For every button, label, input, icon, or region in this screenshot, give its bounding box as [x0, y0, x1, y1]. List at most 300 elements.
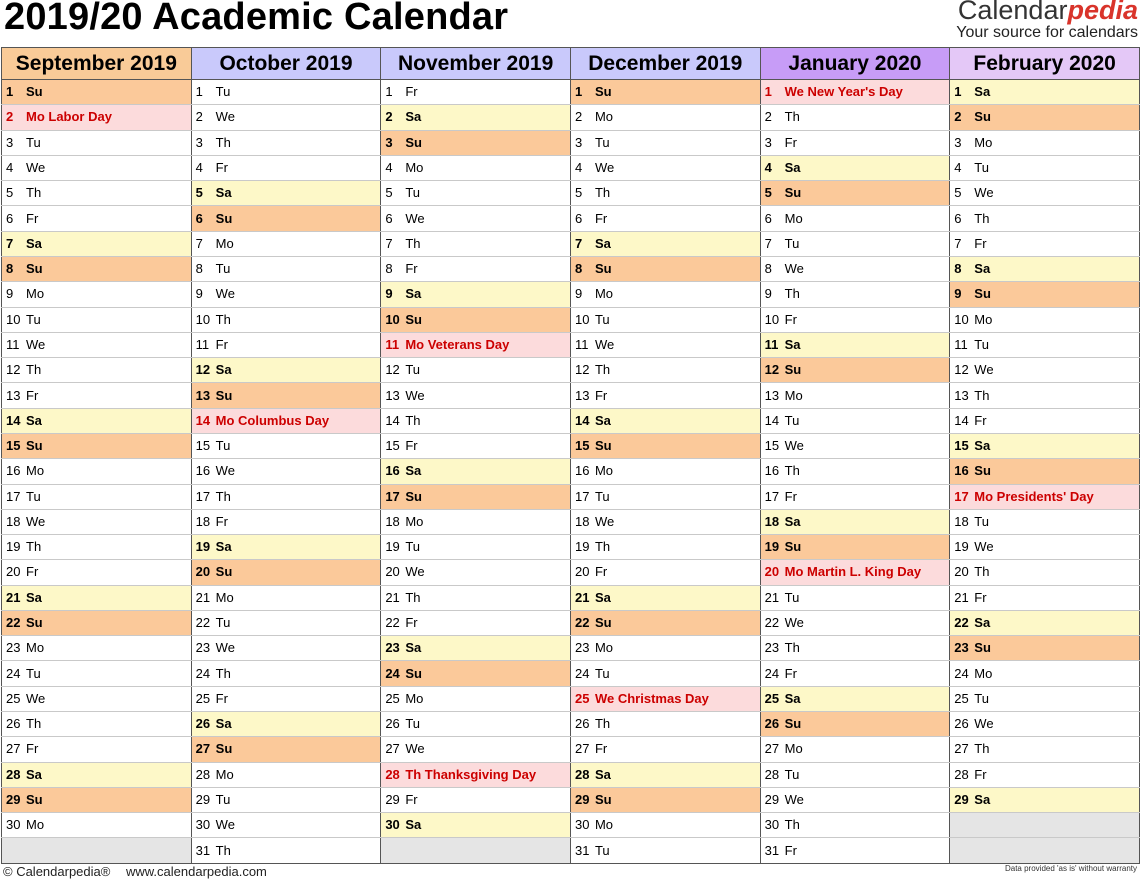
day-cell-january [760, 484, 950, 509]
weekday-label: We [974, 716, 994, 732]
day-number: 26 [195, 716, 211, 732]
weekday-label: Tu [594, 311, 610, 327]
day-number: 23 [954, 640, 969, 656]
day-cell-january [760, 636, 950, 661]
day-cell-february [950, 408, 1140, 433]
weekday-label: Fr [784, 488, 797, 504]
weekday-label: Fr [26, 210, 39, 226]
weekday-label: Th [26, 185, 42, 201]
day-number: 1 [6, 84, 14, 100]
day-cell-january [760, 433, 950, 458]
holiday-label: We Christmas Day [594, 690, 709, 706]
weekday-label: We [26, 690, 46, 706]
weekday-label: Fr [405, 261, 418, 277]
weekday-label: Tu [405, 362, 421, 378]
weekday-label: Mo [784, 387, 803, 403]
day-cell-september [2, 712, 192, 737]
weekday-label: Tu [26, 488, 41, 504]
day-cell-december [570, 560, 760, 585]
empty-day-cell [381, 838, 571, 863]
day-number: 17 [954, 488, 969, 504]
footer-left [3, 864, 267, 879]
day-row [2, 712, 1140, 737]
day-number: 24 [764, 665, 780, 681]
day-number: 2 [574, 109, 583, 125]
day-cell-october [191, 155, 381, 180]
weekday-label: Fr [215, 513, 228, 529]
weekday-label: Fr [974, 235, 987, 251]
day-cell-november [381, 686, 571, 711]
day-number: 28 [195, 766, 211, 782]
day-number: 30 [385, 817, 400, 833]
day-number: 7 [954, 235, 962, 251]
day-number: 11 [574, 336, 589, 352]
day-number: 24 [574, 665, 590, 681]
day-number: 4 [574, 159, 583, 175]
day-number: 4 [954, 159, 962, 175]
weekday-label: Mo [215, 235, 234, 251]
day-row [2, 408, 1140, 433]
day-number: 6 [574, 210, 583, 226]
day-cell-january [760, 610, 950, 635]
day-number: 16 [195, 463, 211, 479]
weekday-label: Su [594, 438, 612, 454]
day-number: 13 [385, 387, 400, 403]
weekday-label: We [594, 336, 615, 352]
day-row [2, 130, 1140, 155]
day-cell-january [760, 181, 950, 206]
weekday-label: Sa [784, 336, 801, 352]
day-number: 25 [764, 690, 780, 706]
day-row [2, 484, 1140, 509]
weekday-label: Th [215, 665, 231, 681]
weekday-label: Sa [405, 817, 422, 833]
day-cell-december [570, 256, 760, 281]
day-number: 29 [764, 792, 780, 808]
day-number: 22 [574, 615, 590, 631]
weekday-label: Th [26, 716, 42, 732]
day-number: 12 [574, 362, 590, 378]
day-number: 26 [574, 716, 590, 732]
weekday-label: Su [26, 261, 43, 277]
weekday-label: Su [26, 615, 43, 631]
day-cell-november [381, 408, 571, 433]
brand-tagline: Your source for calendars [956, 24, 1138, 41]
day-cell-january [760, 560, 950, 585]
weekday-label: Fr [26, 387, 39, 403]
weekday-label: Tu [974, 336, 989, 352]
day-cell-january [760, 585, 950, 610]
day-cell-november [381, 80, 571, 105]
day-cell-september [2, 282, 192, 307]
day-cell-september [2, 256, 192, 281]
day-cell-november [381, 484, 571, 509]
day-cell-january [760, 535, 950, 560]
day-number: 20 [6, 564, 21, 580]
weekday-label: Th [974, 210, 990, 226]
day-cell-december [570, 332, 760, 357]
day-number: 2 [764, 109, 772, 125]
weekday-label: Su [405, 488, 422, 504]
day-cell-january [760, 282, 950, 307]
day-number: 24 [385, 665, 400, 681]
day-cell-january [760, 509, 950, 534]
weekday-label: Su [974, 640, 991, 656]
day-number: 14 [6, 412, 21, 428]
weekday-label: Sa [594, 412, 611, 428]
day-number: 3 [574, 134, 583, 150]
day-cell-october [191, 636, 381, 661]
day-cell-january [760, 762, 950, 787]
day-number: 10 [385, 311, 400, 327]
day-cell-february [950, 383, 1140, 408]
day-number: 18 [195, 513, 211, 529]
day-row [2, 155, 1140, 180]
day-number: 8 [764, 261, 772, 277]
weekday-label: Tu [594, 842, 610, 858]
day-cell-february [950, 332, 1140, 357]
day-cell-october [191, 105, 381, 130]
weekday-label: Mo [26, 640, 45, 656]
day-cell-october [191, 535, 381, 560]
weekday-label: Su [215, 741, 233, 757]
day-cell-october [191, 181, 381, 206]
weekday-label: Th [784, 109, 800, 125]
holiday-label: Mo Veterans Day [405, 336, 510, 352]
weekday-label: Sa [405, 286, 422, 302]
weekday-label: Su [974, 286, 991, 302]
day-cell-october [191, 433, 381, 458]
weekday-label: Sa [405, 463, 422, 479]
day-cell-november [381, 105, 571, 130]
day-number: 26 [764, 716, 780, 732]
day-number: 3 [954, 134, 962, 150]
day-cell-january [760, 787, 950, 812]
day-number: 27 [574, 741, 590, 757]
holiday-label: Th Thanksgiving Day [405, 766, 537, 782]
weekday-label: Tu [26, 665, 41, 681]
brand-logo[interactable] [956, 0, 1138, 41]
day-number: 30 [764, 817, 780, 833]
day-cell-november [381, 787, 571, 812]
weekday-label: Mo [215, 589, 234, 605]
day-number: 6 [195, 210, 203, 226]
day-cell-october [191, 762, 381, 787]
weekday-label: We [784, 615, 804, 631]
day-cell-february [950, 307, 1140, 332]
weekday-label: Su [26, 792, 43, 808]
day-number: 15 [195, 438, 211, 454]
day-cell-november [381, 535, 571, 560]
day-number: 12 [954, 362, 969, 378]
day-number: 9 [764, 286, 772, 302]
weekday-label: We [784, 438, 804, 454]
empty-day-cell [950, 838, 1140, 863]
day-cell-december [570, 787, 760, 812]
footer-url[interactable]: www.calendarpedia.com [125, 864, 267, 879]
day-number: 4 [195, 159, 203, 175]
weekday-label: Th [405, 589, 421, 605]
day-cell-september [2, 383, 192, 408]
day-number: 16 [385, 463, 400, 479]
day-number: 23 [385, 640, 400, 656]
day-cell-december [570, 459, 760, 484]
weekday-label: Sa [215, 716, 232, 732]
day-cell-february [950, 762, 1140, 787]
day-number: 22 [195, 615, 211, 631]
day-cell-december [570, 433, 760, 458]
day-number: 10 [195, 311, 211, 327]
month-header-september: September 2019 [2, 48, 192, 80]
day-number: 15 [764, 438, 780, 454]
weekday-label: Mo [784, 210, 803, 226]
weekday-label: Tu [974, 159, 989, 175]
day-cell-september [2, 535, 192, 560]
day-row [2, 560, 1140, 585]
weekday-label: Tu [215, 438, 231, 454]
day-number: 7 [195, 235, 203, 251]
weekday-label: Su [974, 109, 991, 125]
day-cell-december [570, 661, 760, 686]
day-number: 13 [195, 387, 211, 403]
day-row [2, 105, 1140, 130]
day-cell-november [381, 610, 571, 635]
weekday-label: Sa [26, 589, 42, 605]
day-number: 1 [574, 84, 583, 100]
day-cell-october [191, 712, 381, 737]
day-number: 24 [6, 665, 21, 681]
weekday-label: Fr [784, 665, 797, 681]
day-number: 17 [764, 488, 780, 504]
weekday-label: We [26, 513, 46, 529]
day-number: 29 [195, 792, 211, 808]
day-number: 2 [954, 109, 962, 125]
weekday-label: Tu [405, 185, 421, 201]
day-number: 9 [954, 286, 962, 302]
day-number: 3 [385, 134, 393, 150]
day-number: 31 [195, 842, 211, 858]
weekday-label: We [784, 792, 804, 808]
weekday-label: Fr [974, 589, 987, 605]
weekday-label: Fr [594, 564, 608, 580]
holiday-label: Mo Columbus Day [215, 412, 330, 428]
day-number: 15 [574, 438, 590, 454]
day-row [2, 838, 1140, 863]
day-row [2, 661, 1140, 686]
weekday-label: Mo [405, 513, 424, 529]
day-cell-february [950, 787, 1140, 812]
day-cell-october [191, 686, 381, 711]
day-number: 14 [195, 412, 211, 428]
day-number: 22 [764, 615, 780, 631]
holiday-label: Mo Presidents' Day [974, 488, 1094, 504]
day-cell-december [570, 155, 760, 180]
day-number: 2 [6, 109, 14, 125]
day-cell-december [570, 509, 760, 534]
day-cell-october [191, 80, 381, 105]
day-cell-september [2, 105, 192, 130]
day-cell-december [570, 105, 760, 130]
day-number: 29 [6, 792, 21, 808]
day-cell-september [2, 80, 192, 105]
weekday-label: We [594, 159, 615, 175]
day-number: 23 [764, 640, 780, 656]
day-number: 10 [954, 311, 969, 327]
weekday-label: Tu [215, 261, 231, 277]
weekday-label: We [405, 741, 425, 757]
day-number: 20 [574, 564, 590, 580]
day-number: 7 [385, 235, 393, 251]
day-number: 18 [954, 513, 969, 529]
day-number: 1 [764, 84, 772, 100]
day-cell-september [2, 661, 192, 686]
day-number: 20 [195, 564, 211, 580]
day-number: 8 [954, 261, 962, 277]
day-cell-september [2, 155, 192, 180]
day-number: 28 [6, 766, 21, 782]
day-number: 18 [385, 513, 400, 529]
weekday-label: We [215, 817, 235, 833]
calendar-grid [1, 47, 1140, 864]
day-number: 25 [954, 690, 969, 706]
weekday-label: Fr [215, 690, 228, 706]
day-cell-october [191, 737, 381, 762]
day-number: 4 [385, 159, 393, 175]
day-number: 1 [195, 84, 203, 100]
day-number: 28 [385, 766, 400, 782]
day-number: 31 [574, 842, 590, 858]
day-cell-february [950, 358, 1140, 383]
day-row [2, 636, 1140, 661]
day-number: 22 [385, 615, 400, 631]
day-cell-february [950, 560, 1140, 585]
weekday-label: Su [26, 438, 43, 454]
weekday-label: Tu [405, 539, 421, 555]
day-cell-october [191, 383, 381, 408]
day-cell-january [760, 661, 950, 686]
day-cell-september [2, 332, 192, 357]
day-number: 23 [195, 640, 211, 656]
day-cell-december [570, 282, 760, 307]
day-cell-november [381, 712, 571, 737]
day-number: 12 [195, 362, 211, 378]
day-number: 3 [195, 134, 203, 150]
day-number: 7 [764, 235, 772, 251]
day-cell-october [191, 358, 381, 383]
day-number: 22 [954, 615, 969, 631]
day-number: 10 [574, 311, 590, 327]
day-number: 15 [6, 438, 21, 454]
day-row [2, 585, 1140, 610]
day-number: 19 [195, 539, 211, 555]
day-cell-october [191, 206, 381, 231]
weekday-label: Tu [784, 766, 800, 782]
weekday-label: We [215, 286, 235, 302]
day-number: 14 [574, 412, 590, 428]
weekday-label: Su [784, 362, 802, 378]
day-cell-september [2, 484, 192, 509]
day-cell-october [191, 585, 381, 610]
day-cell-january [760, 105, 950, 130]
day-cell-november [381, 762, 571, 787]
day-number: 16 [574, 463, 590, 479]
holiday-label: Mo Labor Day [26, 109, 112, 125]
day-cell-september [2, 636, 192, 661]
day-number: 11 [764, 336, 779, 352]
day-cell-november [381, 206, 571, 231]
weekday-label: We [405, 387, 425, 403]
day-number: 13 [574, 387, 590, 403]
weekday-label: Fr [215, 159, 228, 175]
day-cell-october [191, 484, 381, 509]
weekday-label: Th [974, 741, 990, 757]
weekday-label: Tu [974, 690, 989, 706]
day-number: 9 [195, 286, 203, 302]
day-number: 5 [195, 185, 203, 201]
day-cell-october [191, 332, 381, 357]
day-cell-february [950, 155, 1140, 180]
day-number: 4 [6, 159, 14, 175]
weekday-label: Sa [974, 438, 991, 454]
day-cell-december [570, 838, 760, 863]
weekday-label: Tu [26, 134, 41, 150]
weekday-label: Su [215, 564, 233, 580]
day-cell-october [191, 459, 381, 484]
weekday-label: Mo [594, 463, 614, 479]
day-cell-february [950, 737, 1140, 762]
day-cell-november [381, 509, 571, 534]
day-number: 17 [195, 488, 211, 504]
day-cell-february [950, 105, 1140, 130]
weekday-label: Th [26, 539, 42, 555]
day-number: 23 [6, 640, 21, 656]
day-cell-february [950, 256, 1140, 281]
weekday-label: Su [594, 615, 612, 631]
weekday-label: Sa [26, 412, 42, 428]
weekday-label: Tu [26, 311, 41, 327]
weekday-label: Su [405, 311, 422, 327]
day-cell-october [191, 408, 381, 433]
day-cell-february [950, 661, 1140, 686]
day-number: 16 [6, 463, 21, 479]
weekday-label: Sa [215, 362, 232, 378]
day-cell-january [760, 408, 950, 433]
day-cell-september [2, 585, 192, 610]
weekday-label: Fr [784, 842, 797, 858]
day-number: 16 [954, 463, 969, 479]
day-cell-january [760, 358, 950, 383]
day-number: 14 [385, 412, 400, 428]
weekday-label: We [974, 362, 994, 378]
weekday-label: Su [405, 134, 422, 150]
day-number: 8 [6, 261, 14, 277]
day-cell-october [191, 282, 381, 307]
day-row [2, 813, 1140, 838]
weekday-label: We [784, 261, 804, 277]
day-cell-november [381, 307, 571, 332]
day-cell-december [570, 737, 760, 762]
weekday-label: Th [974, 564, 990, 580]
day-number: 5 [954, 185, 962, 201]
weekday-label: We [215, 109, 235, 125]
weekday-label: Su [215, 387, 233, 403]
weekday-label: Fr [594, 387, 608, 403]
day-number: 8 [195, 261, 203, 277]
weekday-label: Mo [974, 311, 993, 327]
weekday-label: We [215, 640, 235, 656]
weekday-label: Tu [974, 513, 989, 529]
weekday-label: Th [974, 387, 990, 403]
